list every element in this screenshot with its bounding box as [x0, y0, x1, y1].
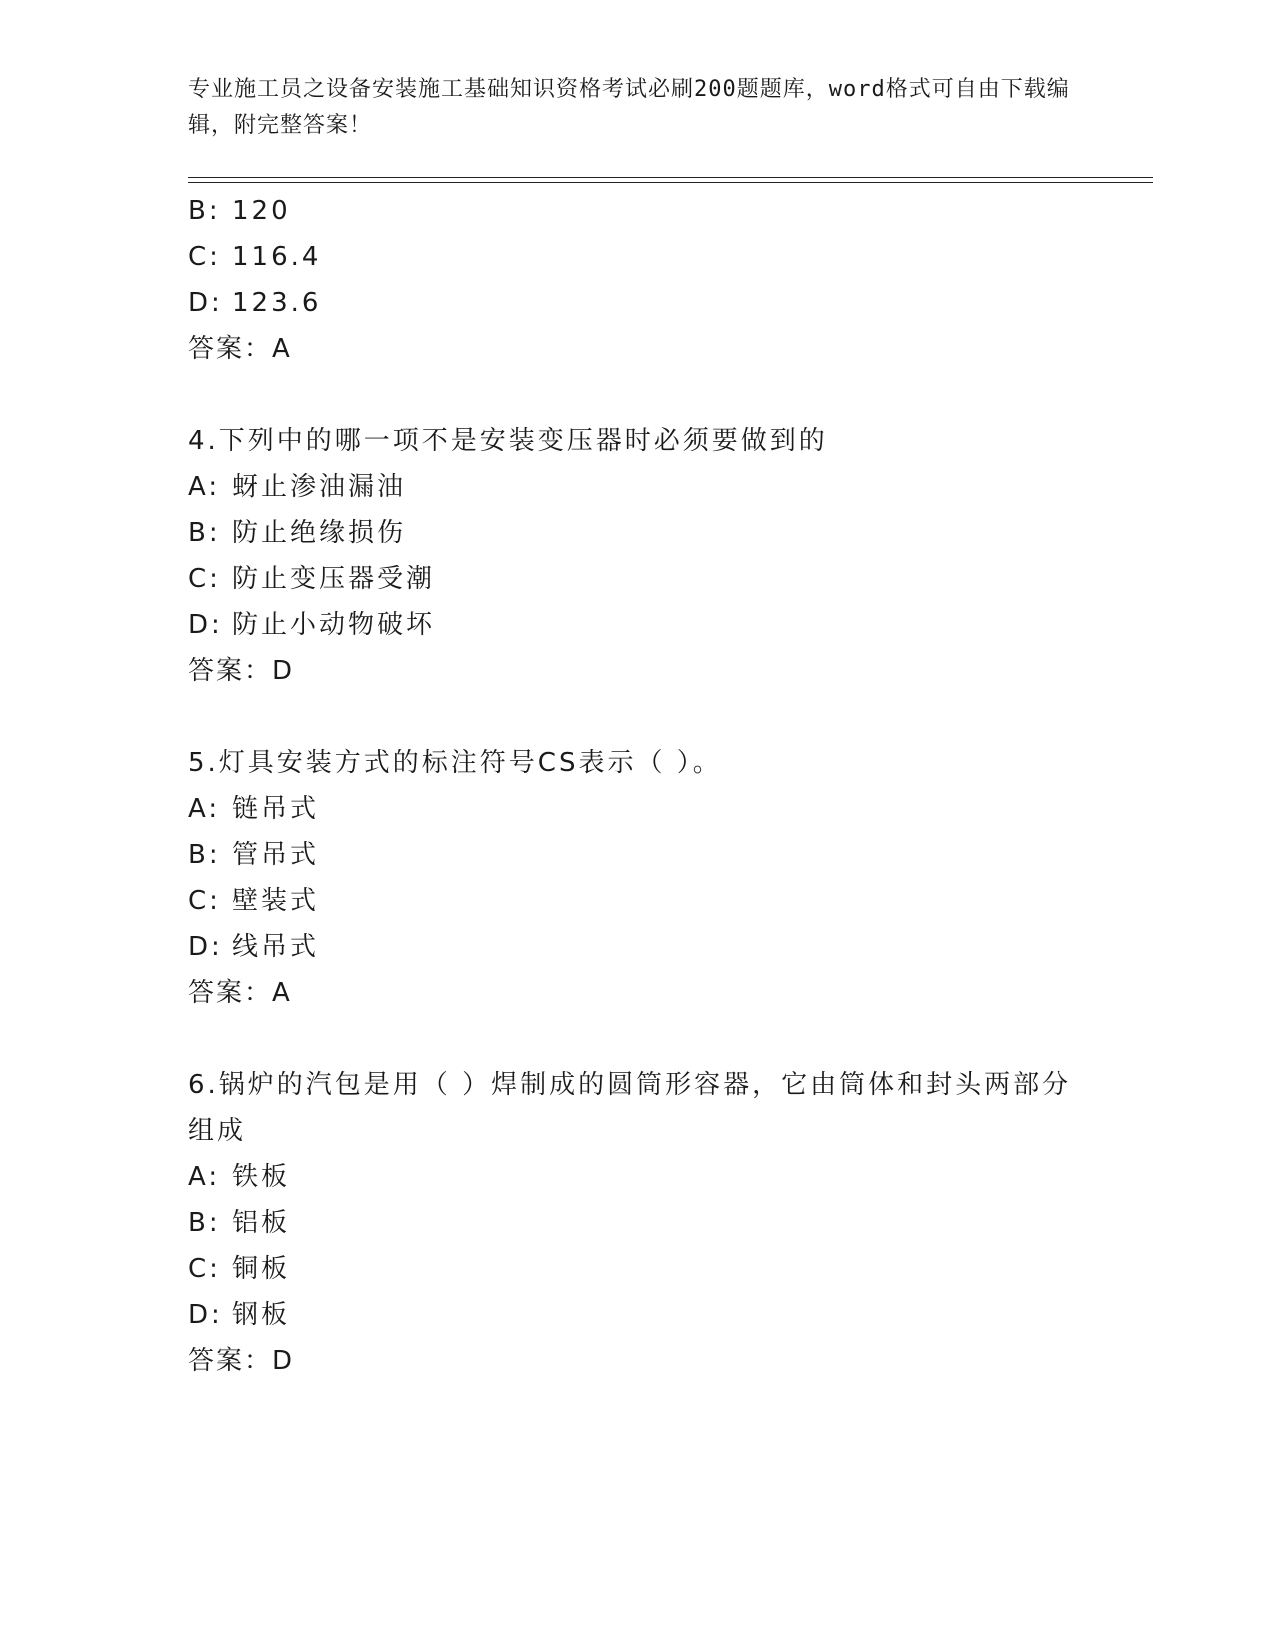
option-c: C: 壁装式 [188, 886, 320, 916]
header-divider-bottom [188, 182, 1153, 183]
document-header: 专业施工员之设备安装施工基础知识资格考试必刷200题题库，word格式可自由下载编辑，附完整答案！ [188, 77, 1070, 138]
option-c: C: 防止变压器受潮 [188, 564, 436, 594]
question-stem-line-1: 6.锅炉的汽包是用（ ）焊制成的圆筒形容器，它由筒体和封头两部分 [188, 1070, 1072, 1100]
question-6 [188, 1062, 1148, 1384]
question-stem: 4.下列中的哪一项不是安装变压器时必须要做到的 [188, 426, 828, 456]
question-5 [188, 740, 1148, 1016]
option-b: B: 铝板 [188, 1208, 291, 1238]
answer: 答案：D [188, 656, 295, 686]
option-c: C: 铜板 [188, 1254, 291, 1284]
option-a: A: 铁板 [188, 1162, 291, 1192]
option-b: B: 防止绝缘损伤 [188, 518, 407, 548]
question-partial [188, 188, 1148, 372]
question-list [188, 188, 1148, 1384]
option-c: C: 116.4 [188, 242, 322, 272]
option-d: D: 123.6 [188, 288, 322, 318]
option-a: A: 链吊式 [188, 794, 320, 824]
answer: 答案：D [188, 1346, 295, 1376]
option-d: D: 线吊式 [188, 932, 320, 962]
question-4 [188, 418, 1148, 694]
option-b: B: 管吊式 [188, 840, 320, 870]
question-stem-line-2: 组成 [188, 1116, 247, 1146]
header-divider-top [188, 177, 1153, 178]
option-d: D: 钢板 [188, 1300, 291, 1330]
answer: 答案：A [188, 334, 292, 364]
question-stem: 5.灯具安装方式的标注符号CS表示（ ）。 [188, 748, 722, 778]
answer: 答案：A [188, 978, 292, 1008]
option-a: A: 蚜止渗油漏油 [188, 472, 407, 502]
option-b: B: 120 [188, 196, 291, 226]
option-d: D: 防止小动物破坏 [188, 610, 436, 640]
